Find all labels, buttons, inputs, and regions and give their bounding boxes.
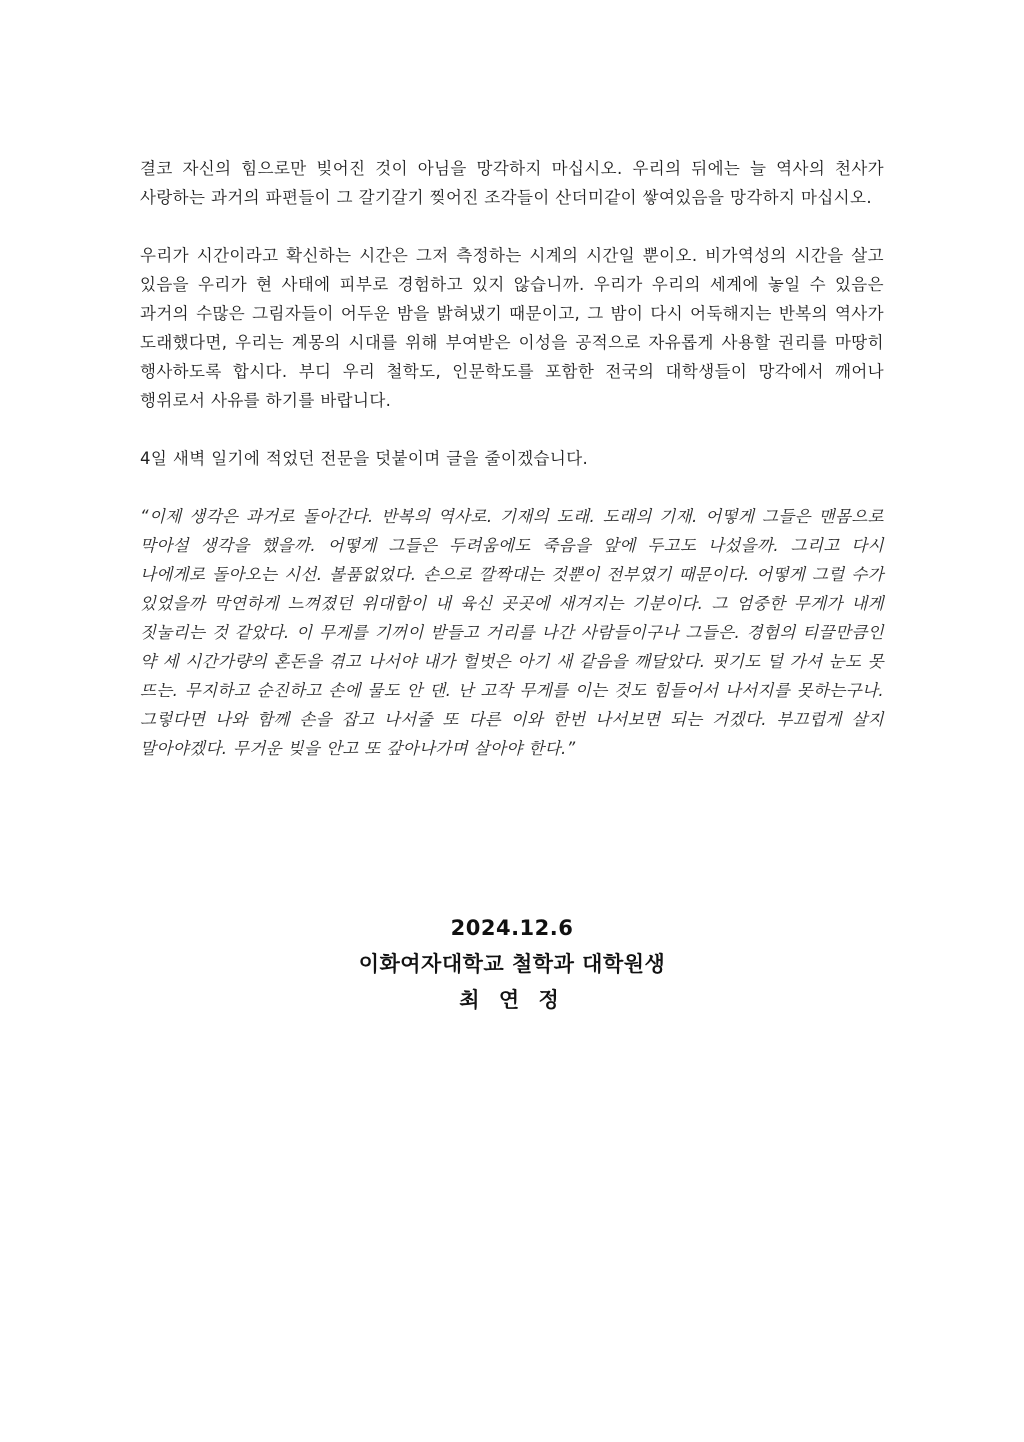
letter-body [140,154,884,792]
signature-block [0,910,1024,1018]
paragraph-closing-note: 4일 새벽 일기에 적었던 전문을 덧붙이며 글을 줄이겠습니다. [140,449,589,468]
diary-quote: “이제 생각은 과거로 돌아간다. 반복의 역사로. 기재의 도래. 도래의 기재. 어떻게 그들은 맨몸으로 막아설 생각을 했을까. 어떻게 그들은 두려움에도 죽음을 앞에 두고도 나섰을까. 그리고 다시 나에게로 돌아오는 시선. 볼품없었다. 손으로 깔짝대는 것뿐이 전부였기 때문이다. 어떻게 그럴 수가 있었을까 막연하게 느껴졌던 위대함이 내 육신 곳곳에 새겨지는 기분이다. 그 엄중한 무게가 내게 짓눌리는 것 같았다. 이 무게를 기꺼이 받들고 거리를 나간 사람들이구나 그들은. 경험의 티끌만큼인 약 세 시간가량의 혼돈을 겪고 나서야 내가 헐벗은 아기 새 같음을 깨달았다. 핏기도 덜 가셔 눈도 못 뜨는. 무지하고 순진하고 손에 물도 안 댄. 난 고작 무게를 이는 것도 힘들어서 나서지를 못하는구나. 그렇다면 나와 함께 손을 잡고 나서줄 또 다른 이와 한번 나서보면 되는 거겠다. 부끄럽게 살지 말아야겠다. 무거운 빚을 안고 또 갚아나가며 살아야 한다.” [140,507,884,758]
signature-name: 최 연 정 [459,988,565,1012]
signature-affiliation: 이화여자대학교 철학과 대학원생 [358,952,666,976]
signature-date: 2024.12.6 [450,916,574,940]
paragraph-time: 우리가 시간이라고 확신하는 시간은 그저 측정하는 시계의 시간일 뿐이오. 비가역성의 시간을 살고 있음을 우리가 현 사태에 피부로 경험하고 있지 않습니까. 우리가 우리의 세계에 놓일 수 있음은 과거의 수많은 그림자들이 어두운 밤을 밝혀냈기 때문이고, 그 밤이 다시 어둑해지는 반복의 역사가 도래했다면, 우리는 계몽의 시대를 위해 부여받은 이성을 공적으로 자유롭게 사용할 권리를 마땅히 행사하도록 합시다. 부디 우리 철학도, 인문학도를 포함한 전국의 대학생들이 망각에서 깨어나 행위로서 사유를 하기를 바랍니다. [140,246,884,410]
paragraph-oblivion: 결코 자신의 힘으로만 빚어진 것이 아님을 망각하지 마십시오. 우리의 뒤에는 늘 역사의 천사가 사랑하는 과거의 파편들이 그 갈기갈기 찢어진 조각들이 산더미같이 쌓여있음을 망각하지 마십시오. [140,159,884,207]
